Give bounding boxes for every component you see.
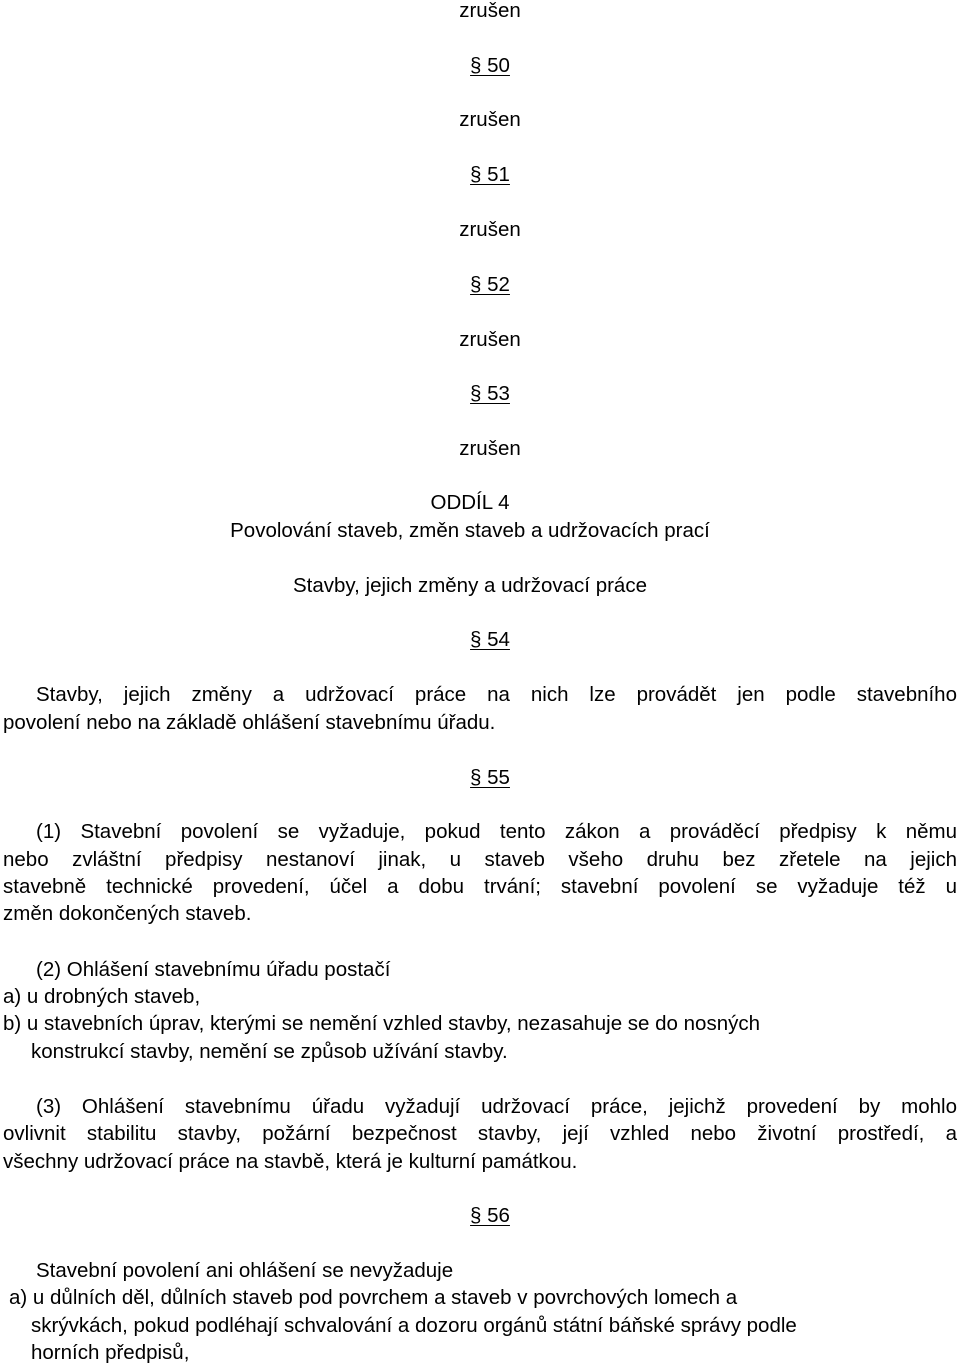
section-54-text: povolení nebo na základě ohlášení stavebnímu úřadu. bbox=[3, 711, 496, 734]
section-number-52: § 52 bbox=[470, 273, 510, 296]
list-item-a: skrývkách, pokud podléhají schvalování a dozoru orgánů státní báňské správy podle bbox=[31, 1314, 797, 1337]
section-54-text: Stavby, jejich změny a udržovací práce na nich lze provádět jen podle stavebního bbox=[36, 683, 957, 706]
repealed-text: zrušen bbox=[459, 0, 521, 22]
list-item-a: horních předpisů, bbox=[31, 1341, 190, 1364]
section-number-53: § 53 bbox=[470, 382, 510, 405]
division-heading: Stavby, jejich změny a udržovací práce bbox=[293, 574, 647, 597]
section-number-54: § 54 bbox=[470, 628, 510, 651]
repealed-text: zrušen bbox=[459, 218, 521, 241]
section-number-51: § 51 bbox=[470, 163, 510, 186]
list-item-b: b) u stavebních úprav, kterými se nemění vzhled stavby, nezasahuje se do nosných bbox=[3, 1012, 761, 1035]
section-56-text: Stavební povolení ani ohlášení se nevyžaduje bbox=[36, 1259, 454, 1282]
paragraph-1: změn dokončených staveb. bbox=[3, 902, 252, 925]
list-item-a: a) u důlních děl, důlních staveb pod povrchem a staveb v povrchových lomech a bbox=[9, 1286, 738, 1309]
repealed-text: zrušen bbox=[459, 328, 521, 351]
paragraph-1: nebo zvláštní předpisy nestanoví jinak, u staveb všeho druhu bez zřetele na jejich bbox=[3, 848, 957, 871]
list-item-a: a) u drobných staveb, bbox=[3, 985, 201, 1008]
section-number-56: § 56 bbox=[470, 1204, 510, 1227]
paragraph-1: stavebně technické provedení, účel a dobu trvání; stavební povolení se vyžaduje též u bbox=[3, 875, 957, 898]
paragraph-2: (2) Ohlášení stavebnímu úřadu postačí bbox=[36, 958, 391, 981]
repealed-text: zrušen bbox=[459, 437, 521, 460]
division-subtitle: Povolování staveb, změn staveb a udržovacích prací bbox=[230, 519, 710, 542]
section-number-55: § 55 bbox=[470, 766, 510, 789]
section-number-50: § 50 bbox=[470, 54, 510, 77]
paragraph-3: všechny udržovací práce na stavbě, která je kulturní památkou. bbox=[3, 1150, 578, 1173]
repealed-text: zrušen bbox=[459, 108, 521, 131]
paragraph-1: (1) Stavební povolení se vyžaduje, pokud tento zákon a prováděcí předpisy k němu bbox=[36, 820, 957, 843]
paragraph-3: (3) Ohlášení stavebnímu úřadu vyžadují udržovací práce, jejichž provedení by mohlo bbox=[36, 1095, 957, 1118]
list-item-b: konstrukcí stavby, nemění se způsob užívání stavby. bbox=[31, 1040, 508, 1063]
paragraph-3: ovlivnit stabilitu stavby, požární bezpečnost stavby, její vzhled nebo životní prostředí, a bbox=[3, 1122, 957, 1145]
division-title: ODDÍL 4 bbox=[430, 491, 510, 514]
